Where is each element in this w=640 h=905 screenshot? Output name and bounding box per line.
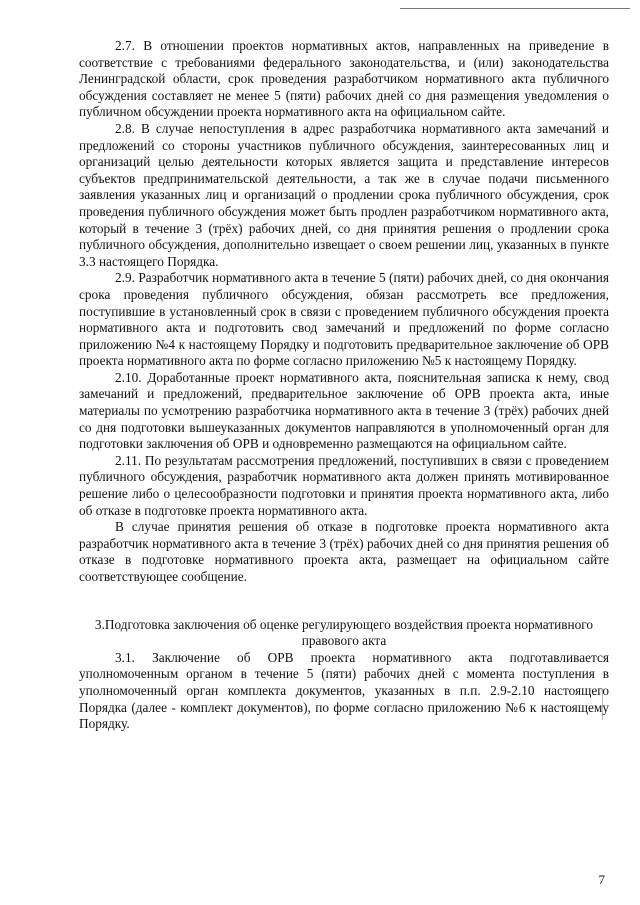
paragraph-2-8: 2.8. В случае непоступления в адрес разработчика нормативного акта замечаний и предложений со стороны участников публичного обсуждения, заинтересованных лиц и организаций целью деятельности которых является защита и представление интересов субъектов предпринимательской деятельности, а так же в случае подачи письменного заявления указанных лиц и организаций о продлении срока публичного обсуждения, срок проведения публичного обсуждения может быть продлен разработчиком нормативного акта, который в течение 3 (трёх) рабочих дней, со дня принятия решения о продлении срока публичного обсуждения, дополнительно извещает о своем решении лиц, указанных в пункте 3.3 настоящего Порядка. <box>79 120 609 269</box>
top-rule <box>400 8 630 9</box>
paragraph-refusal: В случае принятия решения об отказе в подготовке проекта нормативного акта разработчик нормативного акта в течение 3 (трёх) рабочих дней со дня принятия решения об отказе в подготовке нормативного проекта акта, размещает на официальном сайте соответствующее сообщение. <box>79 519 609 584</box>
page-number: 7 <box>598 872 605 887</box>
section-heading: 3.Подготовка заключения об оценке регулирующего воздействия проекта нормативного правового акта <box>94 616 594 649</box>
paragraph-2-10: 2.10. Доработанные проект нормативного акта, пояснительная записка к нему, свод замечаний и предложений, предварительное заключение об ОРВ проекта акта, иные материалы по усмотрению разработчика нормативного акта в течение 3 (трёх) рабочих дней со дня подготовки вышеуказанных документов направляются в уполномоченный орган для подготовки заключения об ОРВ и одновременно размещаются на официальном сайте. <box>79 369 609 452</box>
paragraph-3-1: 3.1. Заключение об ОРВ проекта нормативного акта подготавливается уполномоченным органом в течение 5 (пяти) рабочих дней с момента поступления в уполномоченный орган комплекта документов, указанных в п.п. 2.9-2.10 настоящего Порядка (далее - комплект документов), по форме согласно приложению №6 к настоящему Порядку. <box>79 649 609 732</box>
paragraph-2-11: 2.11. По результатам рассмотрения предложений, поступивших в связи с проведением публичного обсуждения, разработчик нормативного акта должен принять мотивированное решение либо о целесообразности подготовки и принятия проекта нормативного акта, либо об отказе в подготовке проекта нормативного акта. <box>79 452 609 518</box>
paragraph-2-7: 2.7. В отношении проектов нормативных актов, направленных на приведение в соответствие с требованиями федерального законодательства, и (или) законодательства Ленинградской области, срок проведения разработчиком нормативного акта публичного обсуждения составляет не менее 5 (пяти) рабочих дней со дня размещения уведомления о публичном обсуждении проекта нормативного акта на официальном сайте. <box>79 38 609 120</box>
paragraph-2-9: 2.9. Разработчик нормативного акта в течение 5 (пяти) рабочих дней, со дня окончания срока проведения публичного обсуждения, обязан рассмотреть все предложения, поступившие в установленный срок в связи с проведением публичного обсуждения проекта нормативного акта и подготовить свод замечаний и предложений по форме согласно приложению №4 к настоящему Порядку и подготовить предварительное заключение об ОРВ проекта нормативного акта по форме согласно приложению №5 к настоящему Порядку. <box>79 270 609 369</box>
document-page <box>79 38 609 733</box>
